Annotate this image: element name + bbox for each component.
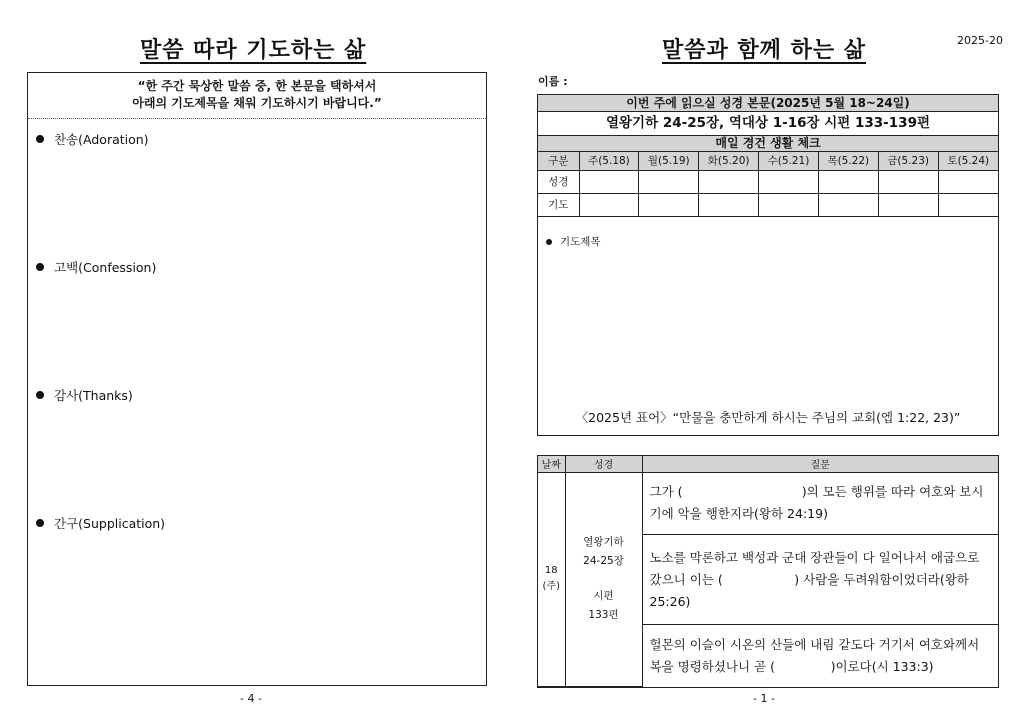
check-row-bible <box>538 170 998 193</box>
quiz-header-row <box>538 456 998 472</box>
quiz-bible-range <box>565 472 642 687</box>
prayer-item-label: 찬송(Adoration) <box>54 132 149 147</box>
check-header-cell: 화(5.20) <box>699 152 759 170</box>
right-page-title: 말씀과 함께 하는 삶 <box>662 38 866 63</box>
check-cell[interactable] <box>759 170 819 193</box>
check-cell[interactable] <box>639 193 699 216</box>
check-cell[interactable] <box>818 170 878 193</box>
check-cell[interactable] <box>818 193 878 216</box>
quiz-bible-line: 시편 <box>593 590 614 603</box>
instruction-box <box>28 73 486 119</box>
check-header-cell: 목(5.22) <box>818 152 878 170</box>
check-header-cell: 금(5.23) <box>878 152 938 170</box>
quiz-row <box>538 472 998 534</box>
prayer-worksheet <box>27 72 487 686</box>
reading-box <box>537 94 999 436</box>
prayer-item-label: 고백(Confession) <box>54 260 157 275</box>
prayer-topic-label: 기도제목 <box>560 236 601 248</box>
instruction-line-2: 아래의 기도제목을 채워 기도하시기 바랍니다.” <box>132 96 382 110</box>
issue-number: 2025-20 <box>957 34 1003 47</box>
prayer-item-thanks <box>36 386 133 404</box>
check-cell[interactable] <box>699 170 759 193</box>
check-cell[interactable] <box>579 193 639 216</box>
check-header-row <box>538 152 998 170</box>
quiz-header-bible: 성경 <box>565 456 642 472</box>
quiz-header-date: 날짜 <box>538 456 565 472</box>
quiz-box <box>537 455 999 688</box>
name-label: 이름 : <box>538 75 568 88</box>
check-cell[interactable] <box>759 193 819 216</box>
reading-range: 열왕기하 24-25장, 역대상 1-16장 시편 133-139편 <box>538 112 998 136</box>
bullet-icon <box>36 519 44 527</box>
annual-motto-verse: 〈2025년 표어〉“만물을 충만하게 하시는 주님의 교회(엡 1:22, 23)” <box>575 410 961 425</box>
prayer-item-label: 감사(Thanks) <box>54 388 133 403</box>
prayer-topic <box>546 234 601 249</box>
quiz-bible-line: 열왕기하 <box>583 536 624 549</box>
instruction-line-1: “한 주간 묵상한 말씀 중, 한 본문을 택하셔서 <box>137 79 377 93</box>
quiz-date <box>538 472 565 687</box>
quiz-bible-line: 133편 <box>588 609 619 622</box>
check-row-label: 성경 <box>538 170 579 193</box>
check-row-prayer <box>538 193 998 216</box>
check-cell[interactable] <box>878 170 938 193</box>
check-cell[interactable] <box>938 170 998 193</box>
bullet-icon <box>36 263 44 271</box>
check-row-label: 기도 <box>538 193 579 216</box>
prayer-item-label: 간구(Supplication) <box>54 516 166 531</box>
prayer-item-adoration <box>36 130 149 148</box>
quiz-question-1[interactable]: 그가 ( )의 모든 행위를 따라 여호와 보시기에 악을 행한지라(왕하 24:19) <box>642 472 998 534</box>
quiz-header-question: 질문 <box>642 456 998 472</box>
right-page-number: - 1 - <box>753 692 775 705</box>
check-title: 매일 경건 생활 체크 <box>538 136 998 152</box>
quiz-date-day: (주) <box>542 581 560 593</box>
left-page-number: - 4 - <box>240 692 262 705</box>
quiz-table <box>538 456 998 687</box>
quiz-date-number: 18 <box>544 565 558 577</box>
quiz-bible-line: 24-25장 <box>583 555 624 568</box>
bullet-icon <box>36 391 44 399</box>
check-cell[interactable] <box>579 170 639 193</box>
quiz-question-2[interactable]: 노소를 막론하고 백성과 군대 장관들이 다 일어나서 애굽으로 갔으니 이는 ( ) 사람을 두려워함이었더라(왕하 25:26) <box>642 534 998 624</box>
check-header-cell: 토(5.24) <box>938 152 998 170</box>
bullet-icon <box>546 239 552 245</box>
check-cell[interactable] <box>639 170 699 193</box>
check-header-cell: 주(5.18) <box>579 152 639 170</box>
check-header-cell: 월(5.19) <box>639 152 699 170</box>
check-header-cell: 수(5.21) <box>759 152 819 170</box>
quiz-question-3[interactable]: 헐몬의 이슬이 시온의 산들에 내림 같도다 거기서 여호와께서 복을 명령하셨나니 곧 ( )이로다(시 133:3) <box>642 625 998 687</box>
prayer-item-confession <box>36 258 156 276</box>
left-page-title: 말씀 따라 기도하는 삶 <box>140 38 367 63</box>
check-cell[interactable] <box>938 193 998 216</box>
reading-title: 이번 주에 읽으실 성경 본문(2025년 5월 18~24일) <box>538 95 998 112</box>
check-header-cell: 구분 <box>538 152 579 170</box>
check-cell[interactable] <box>878 193 938 216</box>
bullet-icon <box>36 135 44 143</box>
check-cell[interactable] <box>699 193 759 216</box>
prayer-item-supplication <box>36 514 165 532</box>
daily-check-table <box>538 152 998 217</box>
